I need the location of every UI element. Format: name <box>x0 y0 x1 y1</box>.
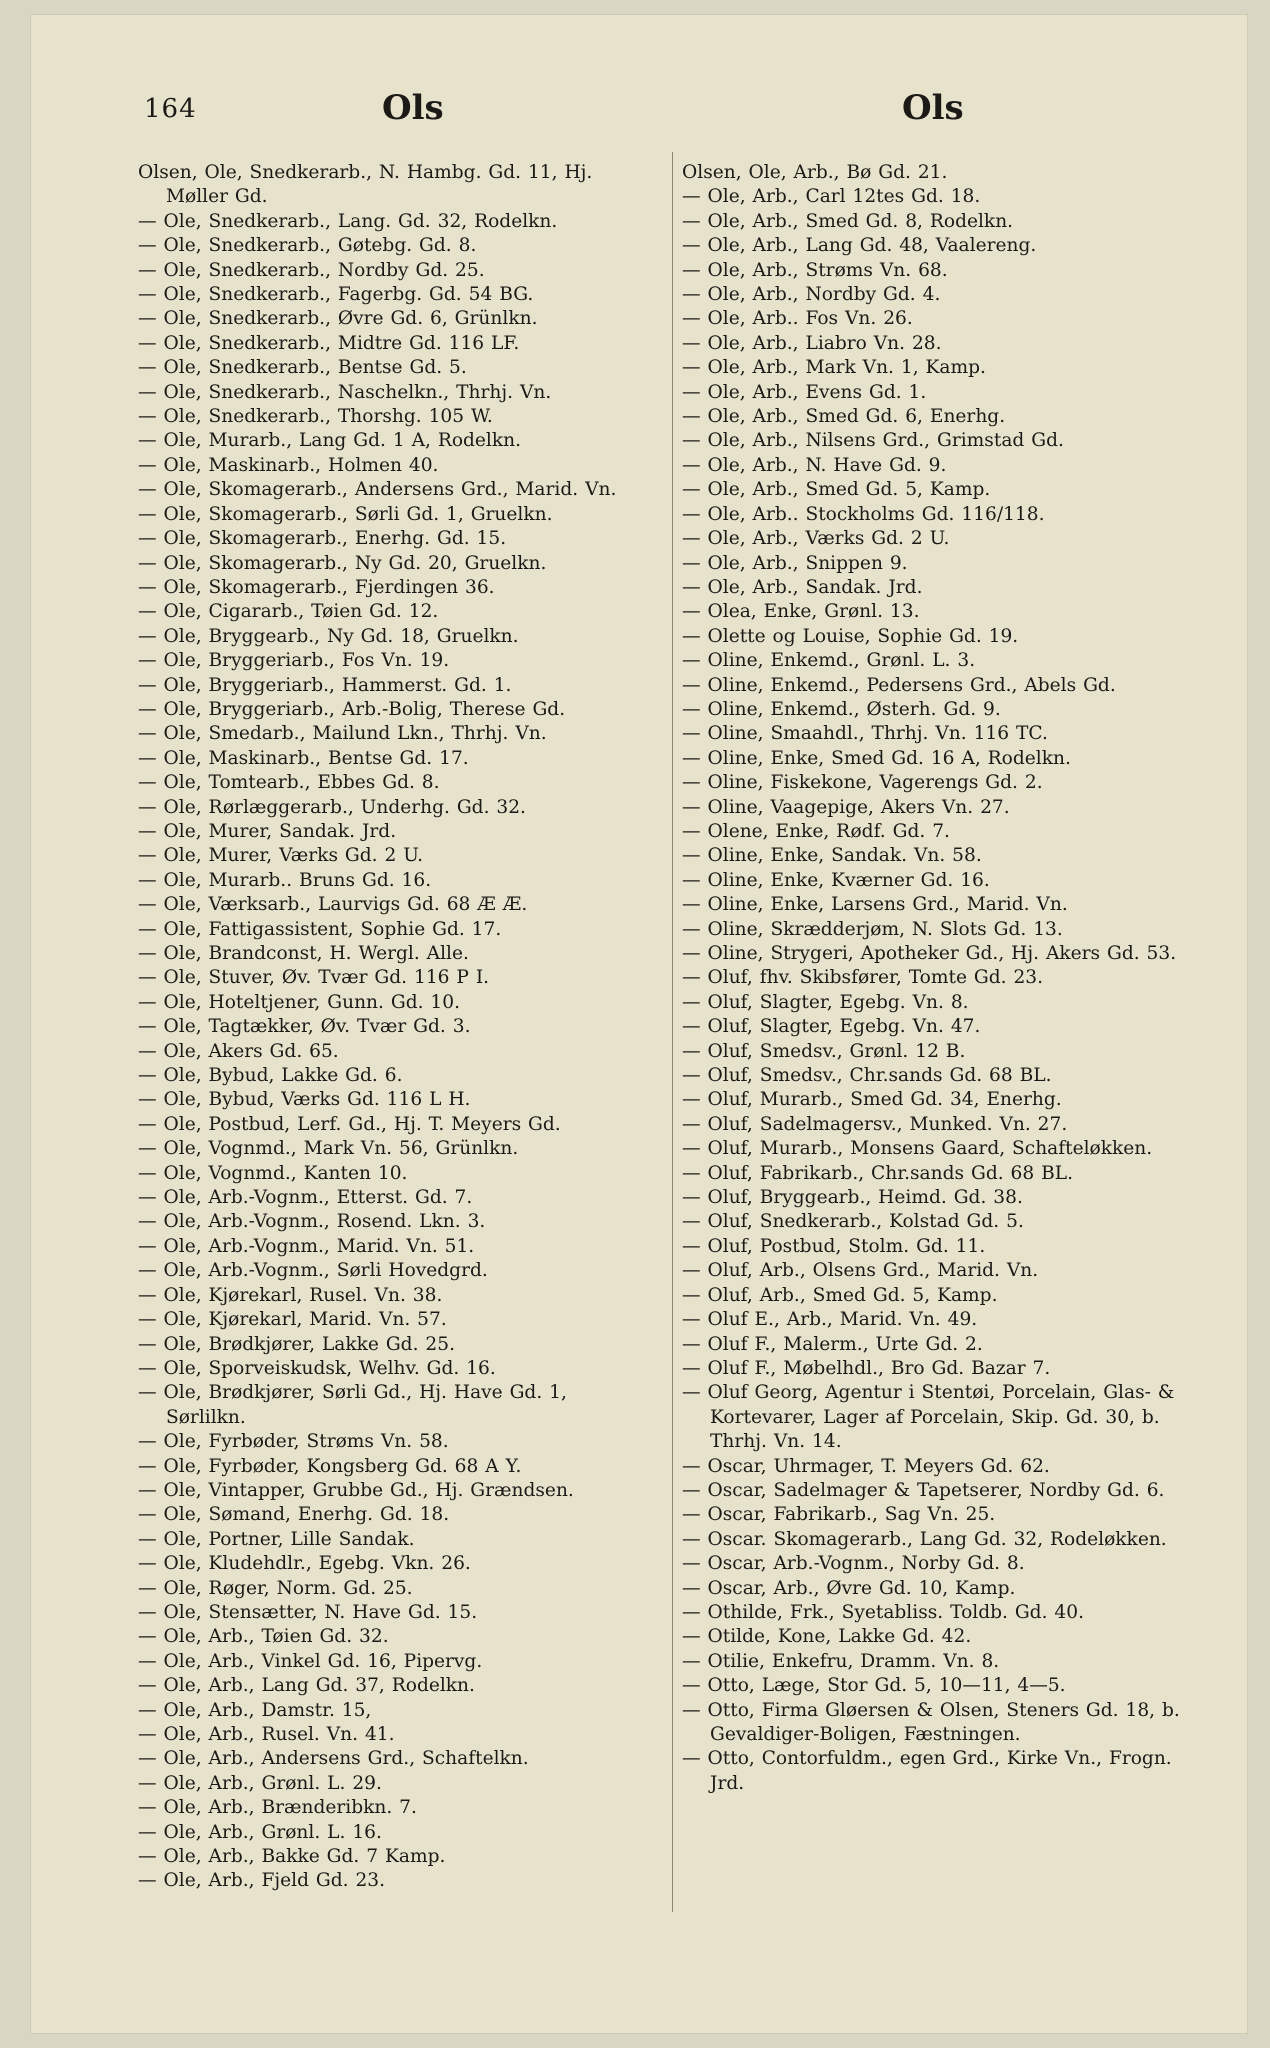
directory-entry: — Ole, Arb., Grønl. L. 29. <box>138 1772 382 1794</box>
directory-entry: — Oluf, Fabrikarb., Chr.sands Gd. 68 BL. <box>682 1162 1074 1184</box>
directory-entry: — Oluf, Arb., Smed Gd. 5, Kamp. <box>682 1284 998 1306</box>
directory-entry: — Ole, Arb., Strøms Vn. 68. <box>682 259 948 281</box>
directory-entry: — Ole, Arb., N. Have Gd. 9. <box>682 454 947 476</box>
directory-entry: — Ole, Arb., Nilsens Grd., Grimstad Gd. <box>682 430 1064 452</box>
running-head-left: Ols <box>382 88 444 128</box>
directory-entry: — Oluf, Smedsv., Grønl. 12 B. <box>682 1040 966 1062</box>
directory-entry: — Ole, Arb.. Fos Vn. 26. <box>682 308 913 330</box>
directory-entry: — Ole, Vognmd., Mark Vn. 56, Grünlkn. <box>138 1138 519 1160</box>
directory-entry: — Otto, Læge, Stor Gd. 5, 10—11, 4—5. <box>682 1675 1066 1697</box>
directory-entry: — Oline, Vaagepige, Akers Vn. 27. <box>682 796 1010 818</box>
directory-entry: — Ole, Rørlæggerarb., Underhg. Gd. 32. <box>138 796 526 818</box>
directory-entry: — Oscar, Fabrikarb., Sag Vn. 25. <box>682 1504 996 1526</box>
directory-entry: — Ole, Tomtearb., Ebbes Gd. 8. <box>138 772 440 794</box>
directory-entry: — Ole, Arb.-Vognm., Marid. Vn. 51. <box>138 1235 475 1257</box>
directory-entry: — Ole, Fattigassistent, Sophie Gd. 17. <box>138 918 502 940</box>
directory-entry: — Ole, Fyrbøder, Kongsberg Gd. 68 A Y. <box>138 1455 522 1477</box>
directory-entry: — Ole, Arb., Lang Gd. 37, Rodelkn. <box>138 1675 475 1697</box>
directory-entry: — Ole, Kjørekarl, Rusel. Vn. 38. <box>138 1284 443 1306</box>
directory-entry: — Ole, Arb., Liabro Vn. 28. <box>682 332 942 354</box>
directory-entry: — Ole, Snedkerarb., Naschelkn., Thrhj. Vn. <box>138 381 552 403</box>
directory-entry: — Ole, Maskinarb., Holmen 40. <box>138 454 439 476</box>
directory-entry: — Oluf, Smedsv., Chr.sands Gd. 68 BL. <box>682 1065 1052 1087</box>
directory-entry: — Ole, Arb., Rusel. Vn. 41. <box>138 1724 395 1745</box>
directory-entry: — Ole, Kludehdlr., Egebg. Vkn. 26. <box>138 1553 471 1575</box>
directory-entry: — Oscar. Skomagerarb., Lang Gd. 32, Rodeløkken. <box>682 1528 1167 1550</box>
directory-entry: — Oline, Enke, Smed Gd. 16 A, Rodelkn. <box>682 747 1071 769</box>
directory-entry: — Ole, Arb., Sandak. Jrd. <box>682 576 923 598</box>
directory-entry: — Ole, Arb.. Stockholms Gd. 116/118. <box>682 503 1045 525</box>
directory-entry: — Ole, Bryggeriarb., Fos Vn. 19. <box>138 650 450 672</box>
directory-entry: — Ole, Stensætter, N. Have Gd. 15. <box>138 1601 478 1623</box>
directory-entry: — Ole, Cigararb., Tøien Gd. 12. <box>138 601 439 623</box>
directory-entry: — Oluf, Postbud, Stolm. Gd. 11. <box>682 1235 986 1257</box>
directory-entry: — Oline, Enkemd., Østerh. Gd. 9. <box>682 698 1001 720</box>
directory-entry: — Ole, Sømand, Enerhg. Gd. 18. <box>138 1504 450 1526</box>
directory-entry: — Olette og Louise, Sophie Gd. 19. <box>682 625 1019 647</box>
directory-entry: — Ole, Skomagerarb., Ny Gd. 20, Gruelkn. <box>138 552 547 574</box>
directory-entry: — Oluf, Murarb., Smed Gd. 34, Enerhg. <box>682 1089 1062 1111</box>
directory-entry: — Ole, Arb., Snippen 9. <box>682 552 908 574</box>
directory-entry: — Oluf E., Arb., Marid. Vn. 49. <box>682 1309 978 1331</box>
column-divider <box>672 152 673 1912</box>
directory-entry: — Ole, Arb., Værks Gd. 2 U. <box>682 528 950 550</box>
directory-entry: — Oline, Enkemd., Grønl. L. 3. <box>682 650 976 672</box>
directory-entry: — Ole, Arb., Andersens Grd., Schaftelkn. <box>138 1748 529 1770</box>
directory-entry: — Ole, Arb., Vinkel Gd. 16, Pipervg. <box>138 1650 483 1672</box>
directory-entry: — Oline, Enke, Kværner Gd. 16. <box>682 869 990 891</box>
directory-entry: — Ole, Snedkerarb., Øvre Gd. 6, Grünlkn. <box>138 308 538 330</box>
directory-entry: — Ole, Bryggeriarb., Hammerst. Gd. 1. <box>138 674 512 696</box>
directory-entry: — Ole, Arb., Fjeld Gd. 23. <box>138 1870 386 1892</box>
directory-entry: — Ole, Arb., Smed Gd. 8, Rodelkn. <box>682 210 1014 232</box>
directory-entry: — Otto, Contorfuldm., egen Grd., Kirke Vn., Frogn. Jrd. <box>682 1748 1172 1794</box>
directory-entry: — Olea, Enke, Grønl. 13. <box>682 601 920 623</box>
directory-entry: — Otilde, Kone, Lakke Gd. 42. <box>682 1626 972 1648</box>
directory-entry: — Ole, Snedkerarb., Nordby Gd. 25. <box>138 259 485 281</box>
directory-entry: — Ole, Tagtækker, Øv. Tvær Gd. 3. <box>138 1016 471 1038</box>
directory-entry: — Ole, Snedkerarb., Fagerbg. Gd. 54 BG. <box>138 284 534 306</box>
directory-entry: — Ole, Fyrbøder, Strøms Vn. 58. <box>138 1431 449 1453</box>
directory-entry: — Oscar, Arb., Øvre Gd. 10, Kamp. <box>682 1577 1016 1599</box>
directory-entry: Olsen, Ole, Arb., Bø Gd. 21. <box>682 162 948 183</box>
directory-entry: — Oscar, Arb.-Vognm., Norby Gd. 8. <box>682 1553 1025 1575</box>
directory-entry: — Ole, Arb.-Vognm., Rosend. Lkn. 3. <box>138 1211 486 1233</box>
directory-entry: — Ole, Arb., Bakke Gd. 7 Kamp. <box>138 1846 446 1868</box>
directory-entry: — Ole, Maskinarb., Bentse Gd. 17. <box>138 747 469 769</box>
directory-entry: — Ole, Snedkerarb., Thorshg. 105 W. <box>138 406 493 428</box>
directory-entry: — Oluf, Sadelmagersv., Munked. Vn. 27. <box>682 1113 1068 1135</box>
directory-entry: — Ole, Bybud, Værks Gd. 116 L H. <box>138 1089 471 1111</box>
directory-entry: Olsen, Ole, Snedkerarb., N. Hambg. Gd. 11, Hj. Møller Gd. <box>138 162 593 208</box>
directory-entry: — Ole, Arb.-Vognm., Etterst. Gd. 7. <box>138 1187 473 1209</box>
directory-entry: — Ole, Stuver, Øv. Tvær Gd. 116 P I. <box>138 967 490 989</box>
directory-entry: — Ole, Sporveiskudsk, Welhv. Gd. 16. <box>138 1357 496 1379</box>
directory-entry: — Ole, Akers Gd. 65. <box>138 1040 339 1062</box>
directory-entry: — Ole, Snedkerarb., Midtre Gd. 116 LF. <box>138 332 520 354</box>
directory-entry: — Ole, Snedkerarb., Bentse Gd. 5. <box>138 357 467 379</box>
directory-entry: — Ole, Vognmd., Kanten 10. <box>138 1162 408 1184</box>
directory-entry: — Otto, Firma Gløersen & Olsen, Steners Gd. 18, b. Gevaldiger-Boligen, Fæstningen. <box>682 1699 1180 1745</box>
directory-entry: — Ole, Arb., Mark Vn. 1, Kamp. <box>682 357 986 379</box>
directory-entry: — Ole, Arb., Carl 12tes Gd. 18. <box>682 186 981 208</box>
directory-entry: — Oscar, Uhrmager, T. Meyers Gd. 62. <box>682 1455 1050 1477</box>
directory-entry: — Ole, Smedarb., Mailund Lkn., Thrhj. Vn. <box>138 723 547 745</box>
directory-entry: — Oluf, Snedkerarb., Kolstad Gd. 5. <box>682 1211 1024 1233</box>
directory-entry: — Olene, Enke, Rødf. Gd. 7. <box>682 820 950 842</box>
directory-entry: — Ole, Snedkerarb., Gøtebg. Gd. 8. <box>138 235 477 257</box>
directory-entry: — Oline, Skrædderjøm, N. Slots Gd. 13. <box>682 918 1063 940</box>
directory-entry: — Oscar, Sadelmager & Tapetserer, Nordby Gd. 6. <box>682 1479 1165 1501</box>
directory-entry: — Oluf, Arb., Olsens Grd., Marid. Vn. <box>682 1260 1039 1282</box>
directory-entry: — Ole, Værksarb., Laurvigs Gd. 68 Æ Æ. <box>138 894 528 916</box>
directory-entry: — Ole, Murer, Værks Gd. 2 U. <box>138 845 424 867</box>
directory-entry: — Ole, Skomagerarb., Sørli Gd. 1, Gruelkn. <box>138 503 553 525</box>
directory-entry: — Ole, Arb., Tøien Gd. 32. <box>138 1626 389 1648</box>
directory-entry: — Ole, Bryggeriarb., Arb.-Bolig, Therese Gd. <box>138 698 566 720</box>
directory-entry: — Othilde, Frk., Syetabliss. Toldb. Gd. 40. <box>682 1601 1084 1623</box>
directory-entry: — Oluf F., Malerm., Urte Gd. 2. <box>682 1333 983 1355</box>
directory-entry: — Ole, Postbud, Lerf. Gd., Hj. T. Meyers Gd. <box>138 1113 561 1135</box>
directory-entry: — Ole, Brandconst, H. Wergl. Alle. <box>138 943 469 964</box>
directory-entry: — Oluf Georg, Agentur i Stentøi, Porcelain, Glas- & Kortevarer, Lager af Porcelain, Skip. Gd. 30, b. Thrhj. Vn. 14. <box>682 1382 1175 1453</box>
directory-entry: — Oluf, Slagter, Egebg. Vn. 47. <box>682 1016 981 1038</box>
directory-entry: — Ole, Murarb., Lang Gd. 1 A, Rodelkn. <box>138 430 522 452</box>
directory-entry: — Ole, Vintapper, Grubbe Gd., Hj. Grændsen. <box>138 1479 574 1501</box>
directory-entry: — Ole, Arb.-Vognm., Sørli Hovedgrd. <box>138 1260 488 1282</box>
directory-entry: — Oline, Strygeri, Apotheker Gd., Hj. Akers Gd. 53. <box>682 943 1177 964</box>
directory-entry: — Ole, Arb., Grønl. L. 16. <box>138 1821 382 1843</box>
directory-entry: — Oline, Enkemd., Pedersens Grd., Abels Gd. <box>682 674 1116 696</box>
directory-entry: — Oline, Enke, Sandak. Vn. 58. <box>682 845 982 867</box>
directory-entry: — Oline, Fiskekone, Vagerengs Gd. 2. <box>682 772 1043 794</box>
directory-entry: — Ole, Brødkjører, Lakke Gd. 25. <box>138 1333 455 1355</box>
directory-entry: — Ole, Arb., Smed Gd. 5, Kamp. <box>682 479 991 501</box>
directory-entry: — Oline, Smaahdl., Thrhj. Vn. 116 TC. <box>682 723 1048 745</box>
page-header <box>30 84 1248 134</box>
directory-entry: — Oluf F., Møbelhdl., Bro Gd. Bazar 7. <box>682 1357 1051 1379</box>
directory-entry: — Oluf, Slagter, Egebg. Vn. 8. <box>682 991 969 1013</box>
directory-entry: — Ole, Snedkerarb., Lang. Gd. 32, Rodelkn. <box>138 210 558 232</box>
directory-entry: — Ole, Arb., Smed Gd. 6, Enerhg. <box>682 406 1006 428</box>
directory-entry: — Ole, Arb., Brænderibkn. 7. <box>138 1797 417 1819</box>
directory-entry: — Oluf, fhv. Skibsfører, Tomte Gd. 23. <box>682 967 1044 989</box>
directory-entry: — Oline, Enke, Larsens Grd., Marid. Vn. <box>682 894 1068 916</box>
directory-page <box>30 14 1248 2034</box>
directory-entry: — Ole, Kjørekarl, Marid. Vn. 57. <box>138 1309 447 1331</box>
directory-entry: — Ole, Røger, Norm. Gd. 25. <box>138 1577 413 1599</box>
directory-entry: — Ole, Arb., Evens Gd. 1. <box>682 381 927 403</box>
left-column <box>138 161 648 1894</box>
directory-entry: — Ole, Arb., Lang Gd. 48, Vaalereng. <box>682 235 1037 257</box>
directory-entry: — Ole, Hoteltjener, Gunn. Gd. 10. <box>138 991 460 1013</box>
directory-entry: — Ole, Skomagerarb., Enerhg. Gd. 15. <box>138 528 507 550</box>
directory-entry: — Ole, Skomagerarb., Andersens Grd., Marid. Vn. <box>138 479 617 501</box>
directory-entry: — Ole, Murarb.. Bruns Gd. 16. <box>138 869 432 891</box>
directory-entry: — Otilie, Enkefru, Dramm. Vn. 8. <box>682 1650 1000 1672</box>
directory-entry: — Ole, Arb., Nordby Gd. 4. <box>682 284 941 306</box>
right-column <box>682 161 1190 1796</box>
directory-entry: — Oluf, Bryggearb., Heimd. Gd. 38. <box>682 1187 1023 1209</box>
page-number: 164 <box>144 94 197 124</box>
directory-entry: — Ole, Portner, Lille Sandak. <box>138 1528 415 1550</box>
directory-entry: — Ole, Brødkjører, Sørli Gd., Hj. Have Gd. 1, Sørlilkn. <box>138 1382 567 1428</box>
directory-entry: — Ole, Skomagerarb., Fjerdingen 36. <box>138 576 495 598</box>
directory-entry: — Ole, Arb., Damstr. 15, <box>138 1699 372 1721</box>
directory-entry: — Ole, Bybud, Lakke Gd. 6. <box>138 1065 403 1087</box>
directory-entry: — Ole, Murer, Sandak. Jrd. <box>138 820 397 842</box>
directory-entry: — Ole, Bryggearb., Ny Gd. 18, Gruelkn. <box>138 625 519 647</box>
running-head-right: Ols <box>902 88 964 128</box>
directory-entry: — Oluf, Murarb., Monsens Gaard, Schafteløkken. <box>682 1138 1153 1160</box>
